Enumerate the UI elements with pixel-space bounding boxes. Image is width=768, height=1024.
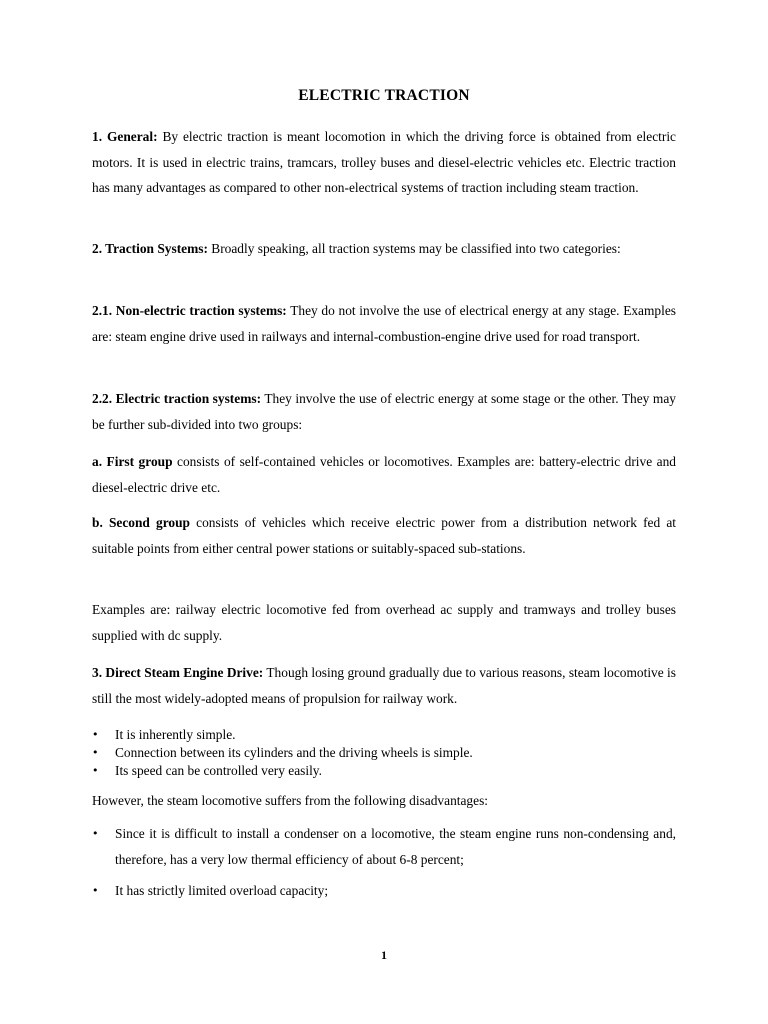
text-first-group: consists of self-contained vehicles or locomotives. Examples are: battery-electric drive and diesel-electric drive etc. — [92, 454, 676, 495]
paragraph-steam-drive — [92, 660, 676, 711]
paragraph-general — [92, 124, 676, 201]
list-item: • It is inherently simple. — [92, 726, 676, 744]
list-item: • Its speed can be controlled very easily. — [92, 762, 676, 780]
document-title: ELECTRIC TRACTION — [298, 87, 470, 104]
text-non-electric: They do not involve the use of electrical energy at any stage. Examples are: steam engine drive used in railways and internal-combustion-engine drive used for road transport. — [92, 303, 676, 344]
paragraph-examples: Examples are: railway electric locomotive fed from overhead ac supply and tramways and trolley buses supplied with dc supply. — [92, 602, 676, 643]
text-second-group: consists of vehicles which receive electric power from a distribution network fed at suitable points from either central power stations or suitably-spaced sub-stations. — [92, 515, 676, 556]
heading-traction-systems: 2. Traction Systems: — [92, 241, 208, 256]
advantages-list — [92, 726, 676, 780]
heading-general: 1. General: — [92, 129, 158, 144]
list-item: • It has strictly limited overload capacity; — [92, 878, 676, 904]
heading-electric: 2.2. Electric traction systems: — [92, 391, 262, 406]
text-general: By electric traction is meant locomotion in which the driving force is obtained from electric motors. It is used in electric trains, tramcars, trolley buses and diesel-electric vehicles etc. Electric traction has many advantages as compared to other non-electrical systems of traction including steam traction. — [92, 129, 676, 196]
heading-steam-drive: 3. Direct Steam Engine Drive: — [92, 665, 264, 680]
disadvantages-list — [92, 821, 676, 904]
list-item: • Connection between its cylinders and the driving wheels is simple. — [92, 744, 676, 762]
paragraph-disadvantages-intro: However, the steam locomotive suffers from the following disadvantages: — [92, 793, 488, 808]
text-steam-drive: Though losing ground gradually due to various reasons, steam locomotive is still the most widely-adopted means of propulsion for railway work. — [92, 665, 676, 706]
paragraph-second-group — [92, 510, 676, 561]
paragraph-first-group — [92, 449, 676, 500]
heading-non-electric: 2.1. Non-electric traction systems: — [92, 303, 287, 318]
text-traction-systems: Broadly speaking, all traction systems may be classified into two categories: — [207, 241, 621, 256]
paragraph-electric — [92, 386, 676, 437]
text-electric: They involve the use of electric energy at some stage or the other. They may be further sub-divided into two groups: — [92, 391, 676, 432]
document-page — [92, 0, 676, 1024]
list-item: • Since it is difficult to install a condenser on a locomotive, the steam engine runs non-condensing and, therefore, has a very low thermal efficiency of about 6-8 percent; — [92, 821, 676, 872]
paragraph-non-electric — [92, 298, 676, 349]
heading-first-group: a. First group — [92, 454, 173, 469]
heading-second-group: b. Second group — [92, 515, 191, 530]
paragraph-traction-systems — [92, 236, 676, 262]
page-number: 1 — [381, 948, 387, 962]
